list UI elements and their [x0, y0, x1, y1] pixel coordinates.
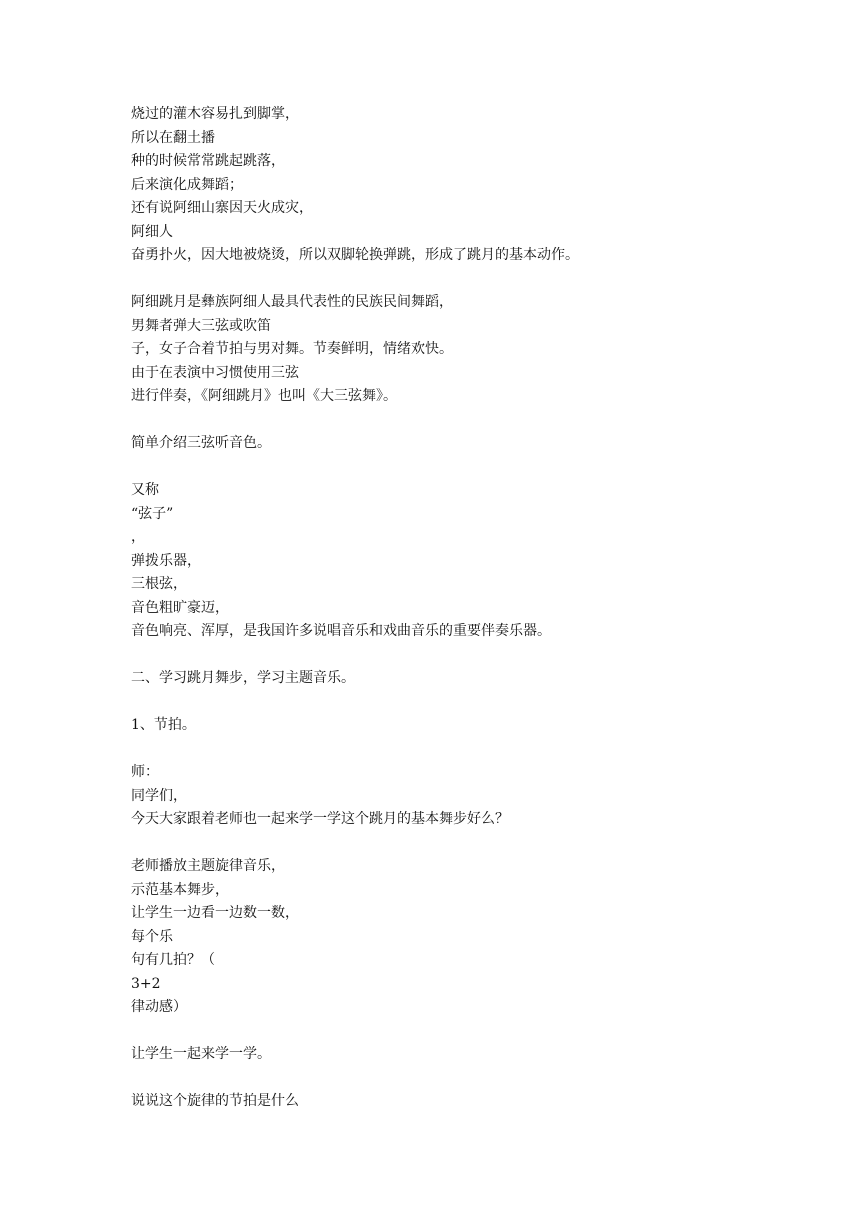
paragraph-gap — [131, 691, 811, 715]
text-line: 所以在翻土播 — [131, 129, 215, 146]
text-line: “弦子” — [131, 505, 174, 522]
text-line: ， — [131, 529, 145, 545]
text-line: 简单介绍三弦听音色。 — [131, 435, 271, 451]
text-line: 今天大家跟着老师也一起来学一学这个跳月的基本舞步好么？ — [131, 811, 509, 827]
subsection-heading: 1、节拍。 — [131, 717, 196, 733]
text-line: 种的时候常常跳起跳落， — [131, 153, 285, 169]
text-line: 奋勇扑火，因大地被烧烫，所以双脚轮换弹跳，形成了跳月的基本动作。 — [131, 247, 579, 263]
text-line: 还有说阿细山寨因天火成灾， — [131, 200, 313, 216]
paragraph-gap — [131, 738, 811, 762]
text-line: 律动感） — [131, 999, 187, 1015]
paragraph-gap — [131, 1020, 811, 1044]
text-line: 子，女子合着节拍与男对舞。节奏鲜明，情绪欢快。 — [131, 341, 453, 357]
paragraph-gap — [131, 409, 811, 433]
text-line: 让学生一边看一边数一数， — [131, 905, 299, 921]
paragraph-gap — [131, 268, 811, 292]
paragraph-gap — [131, 832, 811, 856]
text-line: 进行伴奏，《阿细跳月》也叫《大三弦舞》。 — [131, 388, 397, 404]
text-line: 让学生一起来学一学。 — [131, 1046, 271, 1062]
text-line: 三根弦， — [131, 576, 187, 592]
text-line: 句有几拍？（ — [131, 952, 215, 968]
text-line: 说说这个旋律的节拍是什么 — [131, 1093, 299, 1109]
section-heading: 二、学习跳月舞步，学习主题音乐。 — [131, 670, 355, 686]
document-body — [131, 103, 811, 1114]
paragraph-gap — [131, 456, 811, 480]
text-line: 师： — [131, 764, 159, 780]
text-line: 音色粗旷豪迈， — [131, 599, 229, 616]
text-line: 弹拨乐器， — [131, 552, 201, 569]
text-line: 又称 — [131, 482, 159, 498]
text-line: 阿细人 — [131, 223, 173, 240]
paragraph-gap — [131, 1067, 811, 1091]
text-line: 每个乐 — [131, 928, 173, 945]
text-line: 烧过的灌木容易扎到脚掌， — [131, 106, 299, 122]
paragraph-gap — [131, 644, 811, 668]
text-line: 示范基本舞步， — [131, 881, 229, 898]
text-line: 音色响亮、浑厚，是我国许多说唱音乐和戏曲音乐的重要伴奏乐器。 — [131, 623, 551, 639]
text-line: 阿细跳月是彝族阿细人最具代表性的民族民间舞蹈， — [131, 294, 453, 310]
text-line: 由于在表演中习惯使用三弦 — [131, 364, 299, 381]
text-line: 老师播放主题旋律音乐， — [131, 858, 285, 874]
text-line: 3+2 — [131, 975, 161, 992]
text-line: 同学们， — [131, 787, 187, 804]
text-line: 后来演化成舞蹈； — [131, 176, 243, 193]
text-line: 男舞者弹大三弦或吹笛 — [131, 317, 271, 334]
